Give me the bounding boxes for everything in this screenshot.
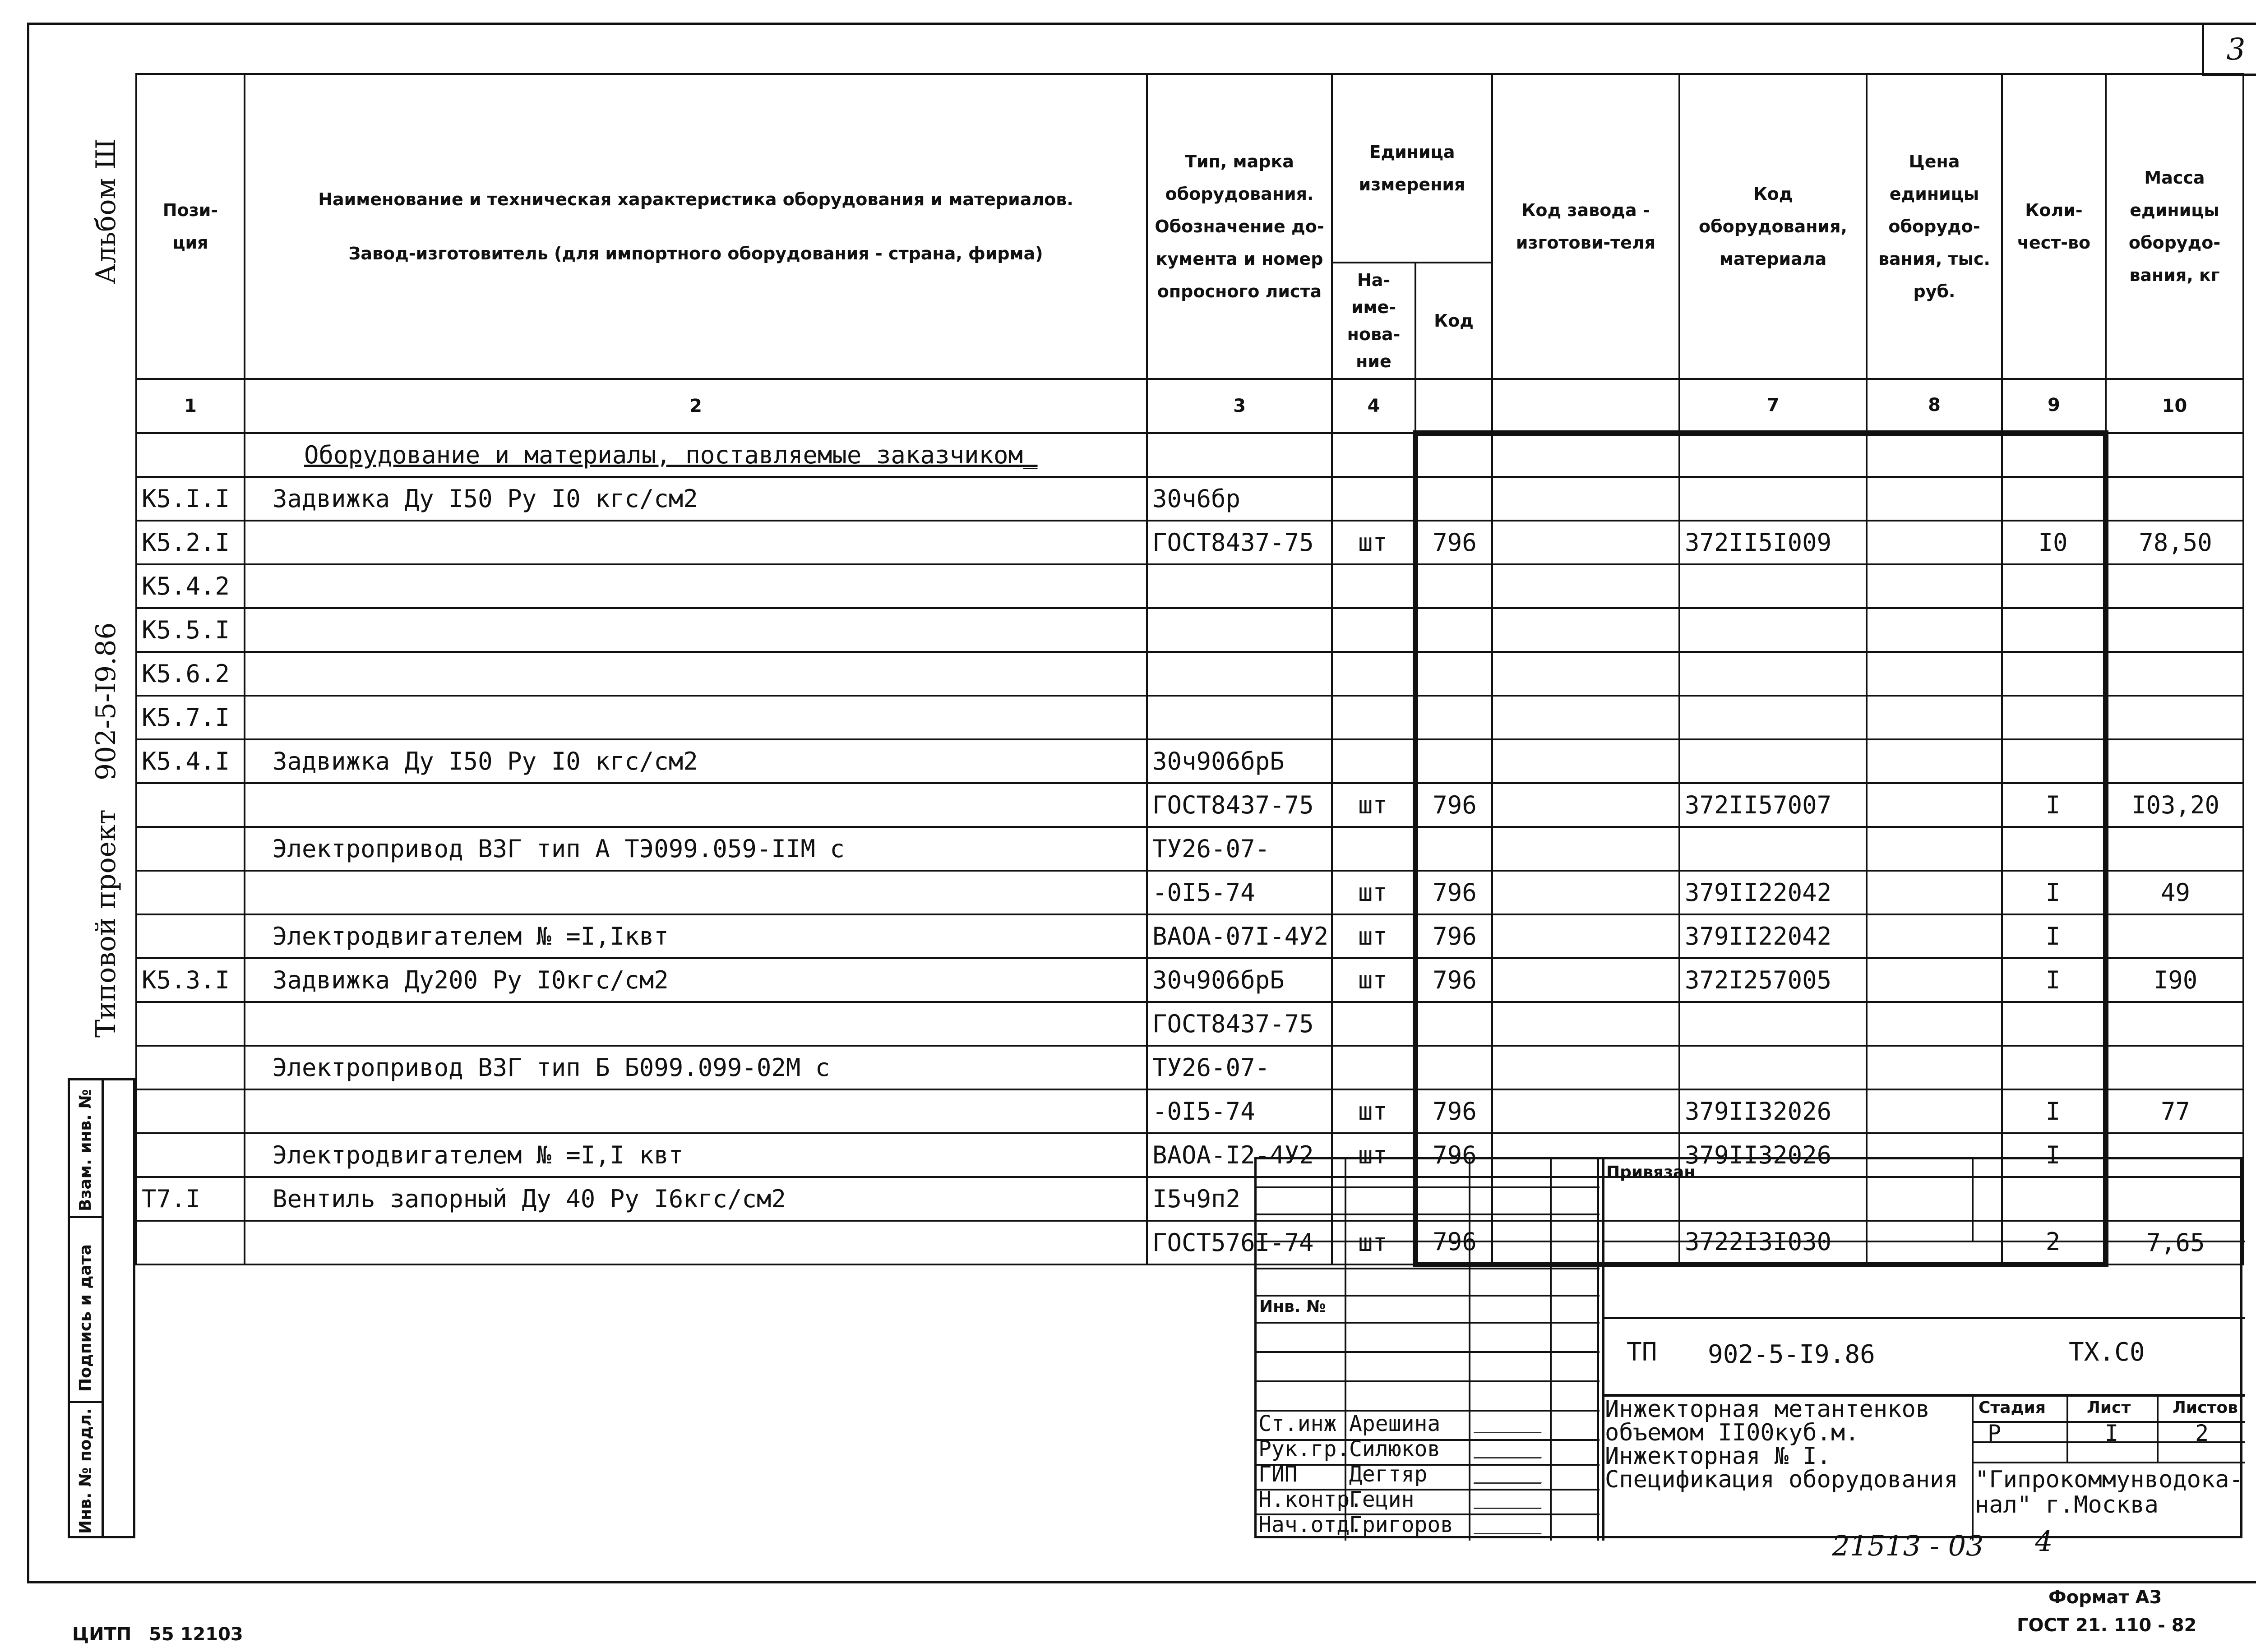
doc-mark: ТХ.С0 [2069, 1338, 2145, 1367]
cell-type: -0I5-74 [1147, 871, 1332, 914]
cell-quantity: I [2002, 783, 2106, 827]
cell-unit: шт [1332, 871, 1415, 914]
cell-price [1867, 1046, 2002, 1089]
cell-mass: 49 [2106, 871, 2243, 914]
cell-unit-code [1415, 739, 1492, 783]
cell-unit-code: 796 [1415, 914, 1492, 958]
cell-equipment-code [1679, 608, 1867, 652]
cell-equipment-code: 372I257005 [1679, 958, 1867, 1002]
cell-quantity [2002, 608, 2106, 652]
table-row [136, 521, 2243, 564]
cell-factory-code [1492, 564, 1679, 608]
sheet-value: I [2105, 1420, 2119, 1446]
archive-stamp-column [68, 1078, 135, 1538]
cell-equipment-code [1679, 652, 1867, 696]
table-row [136, 564, 2243, 608]
cell-position: К5.6.2 [136, 652, 245, 696]
cell-name [245, 652, 1147, 696]
cell-unit-code: 796 [1415, 783, 1492, 827]
cell-name: Электропривод ВЗГ тип А ТЭ099.059-IIМ с [245, 827, 1147, 871]
col-num-2: 2 [245, 379, 1147, 433]
section-title-row [136, 433, 2243, 477]
cell-price [1867, 564, 2002, 608]
cell-factory-code [1492, 1002, 1679, 1046]
cell-name: Вентиль запорный Ду 40 Ру I6кгс/см2 [245, 1177, 1147, 1221]
cell-position [136, 1221, 245, 1264]
cell-unit-code [1415, 1046, 1492, 1089]
cell-name: Электродвигателем № =I,I квт [245, 1133, 1147, 1177]
cell-type: 30ч906брБ [1147, 958, 1332, 1002]
cell-type [1147, 652, 1332, 696]
signer-role: Рук.гр. [1258, 1436, 1350, 1462]
cell-unit: шт [1332, 958, 1415, 1002]
cell-price [1867, 914, 2002, 958]
table-row [136, 871, 2243, 914]
cell-factory-code [1492, 914, 1679, 958]
table-row [136, 783, 2243, 827]
project-label: Типовой проект [90, 809, 122, 1038]
signature-mark [1474, 1511, 1550, 1534]
cell-price [1867, 783, 2002, 827]
signer-role: ГИП [1258, 1462, 1298, 1487]
publisher-label: ЦИТП [72, 1624, 132, 1645]
cell-unit: шт [1332, 1221, 1415, 1264]
signature-mark [1474, 1435, 1550, 1458]
cell-position: К5.4.2 [136, 564, 245, 608]
album-label: Альбом Ш [90, 138, 122, 284]
cell-equipment-code [1679, 827, 1867, 871]
cell-unit [1332, 652, 1415, 696]
col-num-7: 7 [1679, 379, 1867, 433]
cell-name: Электропривод ВЗГ тип Б Б099.099-02М с [245, 1046, 1147, 1089]
sheet-label: Лист [2087, 1398, 2131, 1417]
cell-mass [2106, 652, 2243, 696]
cell-quantity [2002, 564, 2106, 608]
cell-unit [1332, 1046, 1415, 1089]
cell-factory-code [1492, 958, 1679, 1002]
col-num-6 [1492, 379, 1679, 433]
cell-quantity: I [2002, 1133, 2106, 1177]
header-unit-group: Единица измерения [1332, 74, 1492, 263]
cell-factory-code [1492, 827, 1679, 871]
cell-type: ТУ26-07- [1147, 1046, 1332, 1089]
header-unit-name: На-име-нова-ние [1332, 263, 1415, 379]
table-row [136, 608, 2243, 652]
cell-name [245, 1002, 1147, 1046]
cell-equipment-code [1679, 564, 1867, 608]
cell-unit: шт [1332, 1089, 1415, 1133]
cell-mass: I03,20 [2106, 783, 2243, 827]
col-num-4: 4 [1332, 379, 1415, 433]
cell-price [1867, 739, 2002, 783]
stage-value: Р [1988, 1420, 2002, 1446]
header-position: Пози- ция [136, 74, 245, 379]
cell-unit: шт [1332, 1133, 1415, 1177]
cell-factory-code [1492, 739, 1679, 783]
cell-price [1867, 696, 2002, 739]
format-label: Формат А3 [2048, 1587, 2162, 1608]
cell-equipment-code [1679, 739, 1867, 783]
cell-type: ГОСТ8437-75 [1147, 783, 1332, 827]
cell-position: К5.3.I [136, 958, 245, 1002]
col-num-8: 8 [1867, 379, 2002, 433]
cell-mass: 77 [2106, 1089, 2243, 1133]
cell-type: ГОСТ576I-74 [1147, 1221, 1332, 1264]
cell-quantity: I [2002, 871, 2106, 914]
cell-unit-code: 796 [1415, 958, 1492, 1002]
cell-unit-code: 796 [1415, 521, 1492, 564]
signature-mark [1474, 1486, 1550, 1509]
cell-type: ВАОА-I2-4У2 [1147, 1133, 1332, 1177]
cell-unit-code: 796 [1415, 1089, 1492, 1133]
cell-position [136, 1002, 245, 1046]
cell-type: -0I5-74 [1147, 1089, 1332, 1133]
cell-factory-code [1492, 521, 1679, 564]
cell-equipment-code: 379II22042 [1679, 914, 1867, 958]
cell-position: К5.4.I [136, 739, 245, 783]
cell-unit: шт [1332, 521, 1415, 564]
project-prefix: ТП [1627, 1338, 1657, 1367]
header-type: Тип, марка оборудования. Обозначение до-кумента и номер опросного листа [1147, 74, 1332, 379]
cell-unit [1332, 739, 1415, 783]
cell-factory-code [1492, 652, 1679, 696]
cell-price [1867, 608, 2002, 652]
cell-price [1867, 1002, 2002, 1046]
title-line-2: объемом II00куб.м. [1605, 1419, 1859, 1446]
cell-name [245, 521, 1147, 564]
cell-equipment-code: 3722I3I030 [1679, 1221, 1867, 1264]
cell-price [1867, 827, 2002, 871]
cell-mass: 78,50 [2106, 521, 2243, 564]
cell-position: К5.I.I [136, 477, 245, 521]
cell-mass [2106, 1046, 2243, 1089]
cell-quantity [2002, 696, 2106, 739]
col-num-9: 9 [2002, 379, 2106, 433]
cell-quantity [2002, 739, 2106, 783]
cell-equipment-code [1679, 1046, 1867, 1089]
header-equipment-code: Код оборудования, материала [1679, 74, 1867, 379]
cell-mass [2106, 1002, 2243, 1046]
signer-name: Силюков [1349, 1436, 1441, 1462]
signer-name: Дегтяр [1349, 1462, 1428, 1487]
cell-mass [2106, 608, 2243, 652]
header-price: Цена единицы оборудо-вания, тыс. руб. [1867, 74, 2002, 379]
cell-price [1867, 871, 2002, 914]
section-title: Оборудование и материалы, поставляемые заказчиком_ [245, 433, 1147, 477]
cell-type: I5ч9п2 [1147, 1177, 1332, 1221]
stamp-cell-inventory: Инв. № подл. [76, 1408, 95, 1534]
cell-equipment-code [1679, 477, 1867, 521]
signature-mark [1474, 1410, 1550, 1433]
cell-price [1867, 477, 2002, 521]
cell-unit-code [1415, 652, 1492, 696]
project-code: 902-5-I9.86 [90, 622, 122, 780]
header-unit-code: Код [1415, 263, 1492, 379]
col-num-10: 10 [2106, 379, 2243, 433]
table-row [136, 739, 2243, 783]
cell-equipment-code: 379II32026 [1679, 1133, 1867, 1177]
signer-name: Арешина [1349, 1411, 1441, 1436]
cell-unit-code [1415, 1002, 1492, 1046]
cell-equipment-code [1679, 1002, 1867, 1046]
header-name: Наименование и техническая характеристика оборудования и материалов. Завод-изготовитель (для импортного оборудования - страна, фирма) [245, 74, 1147, 379]
cell-quantity [2002, 652, 2106, 696]
cell-name [245, 696, 1147, 739]
table-row [136, 1089, 2243, 1133]
cell-unit [1332, 696, 1415, 739]
cell-mass: I90 [2106, 958, 2243, 1002]
signature-mark [1474, 1461, 1550, 1484]
cell-quantity: 2 [2002, 1221, 2106, 1264]
cell-unit [1332, 827, 1415, 871]
cell-factory-code [1492, 1089, 1679, 1133]
cell-unit-code [1415, 696, 1492, 739]
cell-type: ВАОА-07I-4У2 [1147, 914, 1332, 958]
doc-code: 902-5-I9.86 [1708, 1340, 1875, 1369]
header-factory-code: Код завода - изготови-теля [1492, 74, 1679, 379]
signer-name: Гецин [1349, 1487, 1415, 1512]
cell-quantity: I [2002, 958, 2106, 1002]
cell-name: Задвижка Ду200 Ру I0кгс/см2 [245, 958, 1147, 1002]
cell-name [245, 564, 1147, 608]
title-line-3: Инжекторная № I. [1605, 1443, 1831, 1470]
cell-type: ТУ26-07- [1147, 827, 1332, 871]
cell-unit-code: 796 [1415, 871, 1492, 914]
cell-position: К5.5.I [136, 608, 245, 652]
stage-label: Стадия [1979, 1398, 2046, 1417]
cell-position [136, 1133, 245, 1177]
header-mass: Масса единицы оборудо-вания, кг [2106, 74, 2243, 379]
signer-role: Н.контр. [1258, 1487, 1363, 1512]
table-row [136, 696, 2243, 739]
cell-quantity [2002, 1002, 2106, 1046]
organization: "Гипрокоммунводока-нал" г.Москва [1975, 1466, 2243, 1518]
cell-unit-code: 796 [1415, 1133, 1492, 1177]
publisher-code: 55 12103 [149, 1624, 243, 1645]
cell-mass [2106, 827, 2243, 871]
cell-factory-code [1492, 783, 1679, 827]
cell-position [136, 914, 245, 958]
cell-name: Электродвигателем № =I,Iквт [245, 914, 1147, 958]
cell-mass [2106, 696, 2243, 739]
cell-unit-code [1415, 608, 1492, 652]
col-num-5 [1415, 379, 1492, 433]
table-row [136, 1046, 2243, 1089]
stamp-cell-replace: Взам. инв. № [76, 1089, 95, 1211]
cell-position [136, 827, 245, 871]
cell-quantity: I0 [2002, 521, 2106, 564]
sheets-label: Листов [2173, 1398, 2238, 1417]
cell-position [136, 871, 245, 914]
cell-position: К5.7.I [136, 696, 245, 739]
cell-equipment-code [1679, 696, 1867, 739]
table-row [136, 958, 2243, 1002]
table-row [136, 827, 2243, 871]
cell-name: Задвижка Ду I50 Ру I0 кгс/см2 [245, 739, 1147, 783]
cell-quantity [2002, 477, 2106, 521]
cell-name: Задвижка Ду I50 Ру I0 кгс/см2 [245, 477, 1147, 521]
table-row [136, 914, 2243, 958]
cell-name [245, 1221, 1147, 1264]
cell-price [1867, 521, 2002, 564]
cell-quantity: I [2002, 1089, 2106, 1133]
table-row [136, 652, 2243, 696]
cell-unit-code [1415, 827, 1492, 871]
cell-unit-code: 796 [1415, 1221, 1492, 1264]
cell-quantity [2002, 827, 2106, 871]
cell-type: 30ч906брБ [1147, 739, 1332, 783]
stamp-cell-signature: Подпись и дата [76, 1244, 95, 1392]
cell-unit [1332, 477, 1415, 521]
cell-unit-code [1415, 564, 1492, 608]
cell-equipment-code: 379II22042 [1679, 871, 1867, 914]
cell-type [1147, 608, 1332, 652]
cell-factory-code [1492, 696, 1679, 739]
cell-quantity [2002, 1046, 2106, 1089]
table-row [136, 1002, 2243, 1046]
archive-sheet-mark: 4 [2035, 1525, 2053, 1558]
title-block [1254, 1157, 2242, 1538]
sheets-value: 2 [2195, 1420, 2209, 1446]
cell-position: Т7.I [136, 1177, 245, 1221]
cell-equipment-code: 379II32026 [1679, 1089, 1867, 1133]
cell-unit [1332, 608, 1415, 652]
col-num-1: 1 [136, 379, 245, 433]
cell-price [1867, 958, 2002, 1002]
cell-type: ГОСТ8437-75 [1147, 521, 1332, 564]
cell-name [245, 608, 1147, 652]
cell-unit [1332, 564, 1415, 608]
cell-type: ГОСТ8437-75 [1147, 1002, 1332, 1046]
cell-factory-code [1492, 608, 1679, 652]
cell-type: 30ч6бр [1147, 477, 1332, 521]
gost-label: ГОСТ 21. 110 - 82 [2017, 1615, 2197, 1636]
cell-mass: 7,65 [2106, 1221, 2243, 1264]
cell-position: К5.2.I [136, 521, 245, 564]
cell-unit [1332, 1002, 1415, 1046]
signer-role: Ст.инж [1258, 1411, 1337, 1436]
inv-no-label: Инв. № [1259, 1297, 1326, 1316]
cell-quantity: I [2002, 914, 2106, 958]
cell-type [1147, 564, 1332, 608]
cell-mass [2106, 914, 2243, 958]
column-number-row [136, 379, 2243, 433]
archive-number: 21513 - 03 [1832, 1529, 1984, 1562]
header-quantity: Коли-чест-во [2002, 74, 2106, 379]
cell-mass [2106, 739, 2243, 783]
signer-name: Григоров [1349, 1512, 1454, 1537]
cell-unit: шт [1332, 783, 1415, 827]
cell-factory-code [1492, 871, 1679, 914]
cell-position [136, 1089, 245, 1133]
col-num-3: 3 [1147, 379, 1332, 433]
header-row [136, 74, 2243, 263]
cell-position [136, 1046, 245, 1089]
title-line-1: Инжекторная метантенков [1605, 1396, 1930, 1423]
title-line-4: Спецификация оборудования [1605, 1466, 1958, 1493]
cell-unit-code [1415, 477, 1492, 521]
cell-unit: шт [1332, 914, 1415, 958]
cell-position [136, 783, 245, 827]
specification-table [135, 73, 2244, 1267]
sheet-number: 3 [2202, 23, 2256, 76]
cell-mass [2106, 564, 2243, 608]
cell-type [1147, 696, 1332, 739]
cell-mass [2106, 477, 2243, 521]
cell-price [1867, 1089, 2002, 1133]
privyazan-label: Привязан [1606, 1163, 1696, 1181]
cell-factory-code [1492, 1046, 1679, 1089]
table-row [136, 477, 2243, 521]
cell-equipment-code: 372II57007 [1679, 783, 1867, 827]
cell-price [1867, 652, 2002, 696]
cell-name [245, 871, 1147, 914]
cell-factory-code [1492, 477, 1679, 521]
cell-name [245, 1089, 1147, 1133]
cell-name [245, 783, 1147, 827]
signer-role: Нач.отд. [1258, 1512, 1363, 1537]
cell-equipment-code: 372II5I009 [1679, 521, 1867, 564]
